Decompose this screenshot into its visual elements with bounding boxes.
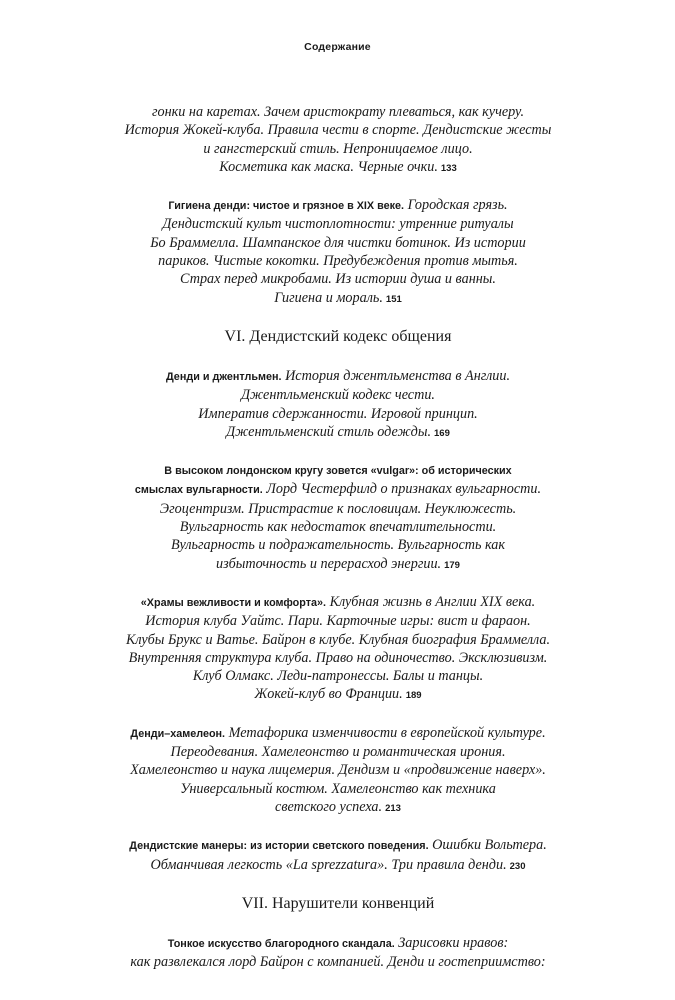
topic-line: Обманчивая легкость «La sprezzatura». Три правила денди. bbox=[150, 856, 507, 873]
topic-line: гонки на каретах. Зачем аристократу плеваться, как кучеру. bbox=[151, 104, 525, 120]
topic-line: Джентльменский стиль одежды. bbox=[226, 423, 431, 440]
topic-line: париков. Чистые кокотки. Предубеждения против мытья. bbox=[158, 253, 518, 270]
page-number: 179 bbox=[444, 559, 460, 571]
section-title: «Храмы вежливости и комфорта». bbox=[140, 596, 327, 609]
topic-text: Ошибки Вольтера. bbox=[432, 837, 547, 854]
topic-line: Эгоцентризм. Пристрастие к пословицам. Неуклюжесть. bbox=[159, 500, 517, 517]
page-number: 133 bbox=[440, 162, 457, 174]
topic-line: Жокей-клуб во Франции. bbox=[254, 686, 403, 703]
topic-text: История джентльменства в Англии. bbox=[285, 367, 510, 384]
toc-entry bbox=[78, 196, 598, 309]
toc-entry bbox=[78, 103, 598, 178]
page-number: 189 bbox=[405, 690, 422, 702]
topic-line: Внутренняя структура клуба. Право на одиночество. Эксклюзивизм. bbox=[128, 649, 548, 666]
toc-entry bbox=[78, 934, 598, 972]
toc-entry bbox=[78, 461, 598, 575]
topic-line: Косметика как маска. Черные очки. bbox=[219, 158, 438, 175]
section-title: Дендистские манеры: из истории светского поведения. bbox=[129, 840, 429, 853]
toc-entry bbox=[78, 836, 598, 876]
toc-entry bbox=[78, 367, 598, 443]
topic-text: Городская грязь. bbox=[407, 197, 508, 214]
section-title: Гигиена денди: чистое и грязное в XIX веке. bbox=[168, 200, 405, 213]
page-number: 213 bbox=[385, 802, 401, 814]
section-title: Денди и джентльмен. bbox=[165, 370, 282, 383]
topic-line: Вульгарность и подражательность. Вульгарность как bbox=[170, 537, 506, 554]
topic-line: Клуб Олмакс. Леди-патронессы. Балы и танцы. bbox=[192, 668, 484, 685]
topic-text: Метафорика изменчивости в европейской культуре. bbox=[228, 724, 546, 741]
running-title: Содержание bbox=[304, 41, 371, 53]
section-title-cont: смыслах вульгарности. bbox=[134, 484, 263, 497]
topic-line: как развлекался лорд Байрон с компанией. Денди и гостеприимство: bbox=[130, 954, 546, 971]
topic-line: Страх перед микробами. Из истории душа и ванны. bbox=[180, 271, 496, 288]
section-title: Тонкое искусство благородного скандала. bbox=[167, 937, 395, 950]
topic-line: Универсальный костюм. Хамелеонство как техника bbox=[180, 780, 496, 797]
topic-line: Джентльменский кодекс чести. bbox=[241, 387, 435, 404]
topic-line: Гигиена и мораль. bbox=[274, 289, 383, 306]
chapter-heading: VII. Нарушители конвенций bbox=[241, 894, 435, 912]
topic-line: избыточность и перерасход энергии. bbox=[216, 555, 442, 572]
page-number: 151 bbox=[385, 293, 402, 305]
topic-text: Лорд Честерфилд о признаках вульгарности. bbox=[266, 481, 542, 498]
topic-line: Вульгарность как недостаток впечатлительности. bbox=[179, 519, 497, 536]
topic-line: История Жокей-клуба. Правила чести в спорте. Дендистские жесты bbox=[124, 122, 552, 139]
page-number: 230 bbox=[509, 860, 526, 872]
section-title: Денди–хамелеон. bbox=[130, 727, 226, 740]
topic-line: Переодевания. Хамелеонство и романтическая ирония. bbox=[170, 744, 506, 761]
topic-text: Клубная жизнь в Англии XIX века. bbox=[329, 593, 536, 610]
topic-text: Зарисовки нравов: bbox=[398, 934, 509, 951]
topic-line: Императив сдержанности. Игровой принцип. bbox=[198, 405, 478, 422]
toc-entry bbox=[78, 593, 598, 706]
chapter-heading: VI. Дендистский кодекс общения bbox=[224, 327, 452, 345]
topic-line: и гангстерский стиль. Непроницаемое лицо. bbox=[203, 140, 473, 157]
table-of-contents bbox=[78, 103, 598, 989]
toc-entry bbox=[78, 724, 598, 818]
topic-line: История клуба Уайтс. Пари. Карточные игры: вист и фараон. bbox=[145, 613, 531, 630]
topic-line: светского успеха. bbox=[275, 798, 383, 815]
page-number: 169 bbox=[434, 427, 450, 439]
topic-line: Дендистский культ чистоплотности: утренние ритуалы bbox=[162, 216, 514, 233]
topic-line: Хамелеонство и наука лицемерия. Дендизм и «продвижение наверх». bbox=[130, 762, 546, 779]
topic-line: Бо Браммелла. Шампанское для чистки ботинок. Из истории bbox=[150, 234, 526, 251]
section-title: В высоком лондонском кругу зовется «vulgar»: об исторических bbox=[164, 465, 512, 478]
topic-line: Клубы Брукс и Ватье. Байрон в клубе. Клубная биография Браммелла. bbox=[125, 631, 551, 648]
